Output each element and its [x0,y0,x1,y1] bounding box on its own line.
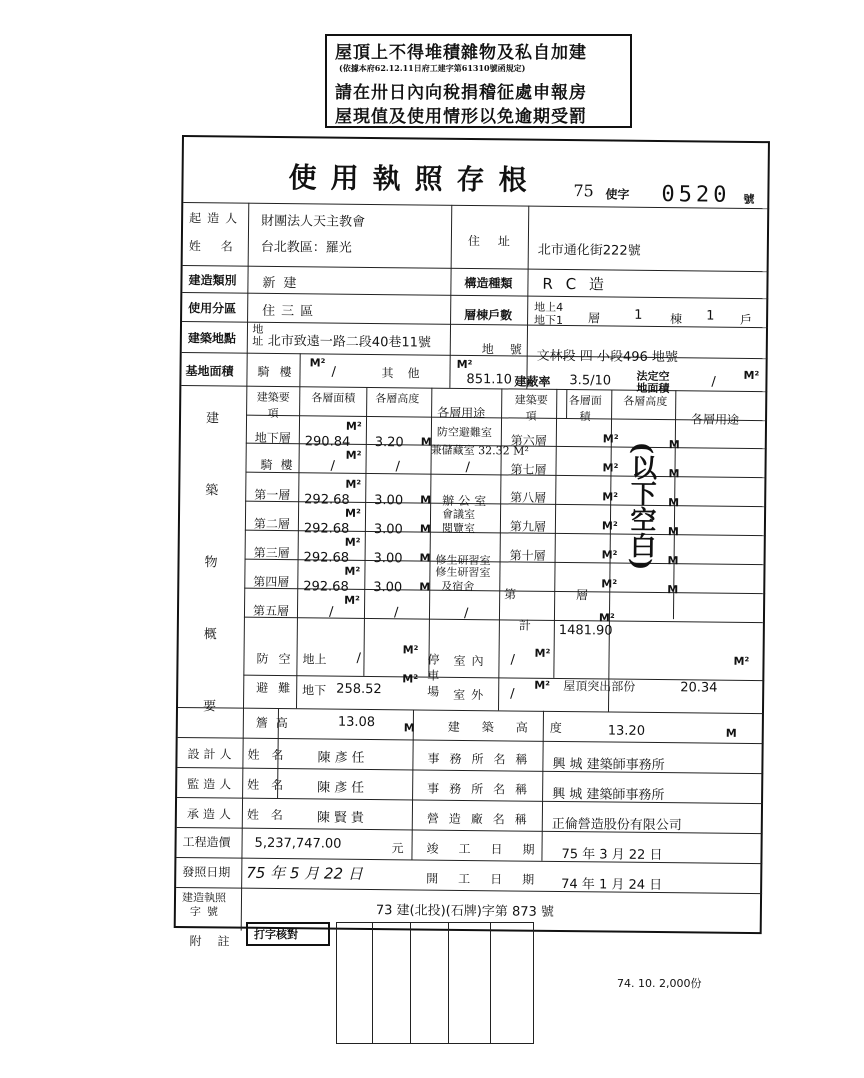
summary-side-char-1: 建 [205,411,220,427]
permit-ref-label-2: 字號 [189,905,224,919]
roof-unit: M² [733,654,750,668]
signature-column-1 [372,922,373,1044]
basement-height-unit: M [420,435,432,449]
arcade-label: 騎樓 [257,364,302,380]
form-title: 使用執照存根 [288,161,541,197]
floor-5-height: / [393,605,399,621]
open-space-label-1: 法定空 [636,369,670,384]
floor-9: 第九層 [509,519,547,534]
floor-3-use: 修生研習室 [435,553,491,568]
designer-label: 設計人 [187,747,236,762]
floor2-height-unit: M [419,522,431,536]
total-area-unit: M² [598,611,615,625]
shelter-below-value: 258.52 [336,681,382,698]
eave-unit: M [403,721,415,735]
building-word: 棟 [670,312,683,327]
floor-4-use-1: 修生研習室 [435,565,491,580]
regulation-stamp [325,34,632,128]
summary-side-char-5: 要 [202,699,217,715]
designer-name-label: 姓名 [247,747,296,763]
floor-2-area: 292.68 [303,521,350,537]
base-area-label: 基地面積 [185,364,234,379]
floor-3-area: 292.68 [303,550,350,566]
floor3-height-unit: M [419,551,431,565]
shelter-above-unit: M² [402,643,419,657]
stamp-line-3: 請在卅日內向稅捐稽征處申報房 [335,83,587,103]
header-height: 各層高度 [375,392,420,406]
stamp-line-2: (依據本府62.12.11日府工建字第61310號函規定) [339,63,526,73]
owner-name-2: 台北教區：羅光 [260,239,352,256]
roof-value: 20.34 [680,680,718,696]
floor-blank: 第 層 [504,587,617,603]
floor8-area-unit: M² [602,490,619,504]
parking-out-unit: M² [534,678,551,692]
address-label: 住址 [467,234,528,249]
building-height-label: 建築高度 [447,719,584,736]
floor-arcade: 騎樓 [260,457,301,473]
building-type: 新建 [262,275,305,292]
floor-basement-area: 290.84 [304,434,351,450]
eave-label: 簷高 [255,715,296,731]
supervisor-office: 興 城 建築師事務所 [552,786,665,804]
signature-column-2 [410,922,411,1044]
floor-5-area: / [328,604,334,620]
contractor-name: 陳賢貴 [316,810,368,826]
floor-2-use-2: 閱覽室 [441,521,475,536]
permit-ref-label-1: 建造執照 [181,891,227,905]
building-height-unit: M [725,726,737,740]
floor6-area-unit: M² [602,432,619,446]
shelter-label-2: 避難 [256,680,301,696]
permit-number: 0520 [661,182,731,208]
floor-basement-height: 3.20 [374,435,404,451]
supervisor-name: 陳彥任 [317,780,369,796]
floor4-height-unit: M [419,580,431,594]
designer-office: 興 城 建築師事務所 [552,756,665,774]
floor-7: 第七層 [510,462,547,477]
floor-2-use-1: 會議室 [441,507,476,522]
floor10-area-unit: M² [601,548,618,562]
structure-type: R C 造 [542,274,608,294]
floor-basement-use-2: 兼儲藏室 32.32 M² [430,443,529,458]
header-height-right: 各層高度 [623,394,668,409]
parking-in-value: / [510,652,515,668]
floor3-area-unit: M² [344,535,361,549]
building-count: 1 [634,307,643,323]
floor6-height-unit: M [668,438,680,452]
contractor-firm: 正倫營造股份有限公司 [551,816,682,834]
designer-office-label: 事務所名稱 [427,751,538,767]
shelter-below-unit: M² [402,672,419,686]
owner-label: 起造人 [189,211,244,226]
unit-count: 1 [706,308,715,324]
floor-6: 第六層 [510,433,547,448]
designer-name: 陳彥任 [317,750,369,766]
typing-check-label: 打字核對 [254,928,298,941]
issue-date-label: 發照日期 [182,865,231,880]
open-space-value: / [711,374,716,390]
start-date-label: 開工日期 [426,871,555,887]
open-space-label-2: 地面積 [636,381,670,396]
other-value: 851.10 [466,371,513,388]
floor1-height-unit: M [420,493,432,507]
use-zone: 住三區 [262,303,320,320]
header-use: 各層用途 [437,405,486,421]
permit-year: 75 [573,181,594,201]
floor-basement: 地下層 [254,430,291,446]
floor-10: 第十層 [509,548,546,563]
summary-side-char-4: 概 [203,627,217,643]
parking-in-label: 室內 [453,653,490,669]
building-height-value: 13.20 [607,723,646,739]
total-area: 1481.90 [558,622,613,639]
owner-name-1: 財團法人天主教會 [261,213,366,230]
cost-unit: 元 [391,841,404,856]
floor7-height-unit: M [668,467,680,481]
floor2-area-unit: M² [344,506,361,520]
contractor-label: 承造人 [186,807,235,822]
eave-value: 13.08 [337,714,376,731]
print-note: 74. 10. 2,000份 [617,977,702,990]
shelter-label-1: 防空 [256,651,301,667]
blank-note-handwritten: (以下空白) [625,441,657,571]
floor-blank-area-unit: M² [601,577,618,591]
floor-arcade-height: / [395,459,401,475]
shelter-above-label: 地上 [302,652,327,667]
floor-4: 第四層 [253,574,290,590]
signature-column-4 [490,922,491,1044]
contractor-firm-label: 營造廠名稱 [426,811,537,827]
stamp-line-1: 屋頂上不得堆積雜物及私自加建 [335,43,587,63]
floor-arcade-area: / [330,458,336,474]
floor9-area-unit: M² [601,519,618,533]
floor-1-height: 3.00 [374,493,404,509]
arcade-area-unit: M² [345,448,362,462]
floor-4-use-2: 及宿舍 [441,579,475,594]
cost-label: 工程造價 [182,835,231,850]
open-space-unit: M² [743,368,760,383]
floor-blank-height-unit: M [667,583,679,597]
floor-3-height: 3.00 [373,551,403,567]
arcade-value: / [331,364,336,380]
summary-side-char-3: 物 [204,555,218,571]
lot-label: 地號 [481,342,538,357]
roof-label: 屋頂突出部份 [563,679,636,694]
floor-1: 第一層 [254,487,291,503]
floor7-area-unit: M² [602,461,619,475]
floor-5-use: / [463,605,469,622]
shelter-above-value: / [356,650,361,666]
cost-value: 5,237,747.00 [254,835,342,852]
floor-1-use: 辦公室 [442,493,491,509]
supervisor-office-label: 事務所名稱 [427,781,538,797]
floor-arcade-use: / [465,459,471,476]
use-zone-label: 使用分區 [188,301,237,316]
parking-out-value: / [510,686,515,702]
floor-2: 第二層 [253,516,291,532]
floor1-area-unit: M² [345,477,362,491]
start-date: 74 年 1 月 24 日 [561,877,663,894]
floor-4-area: 292.68 [303,579,349,595]
complete-date: 75 年 3 月 22 日 [561,847,663,864]
floor4-area-unit: M² [344,564,361,578]
summary-side-char-2: 築 [205,483,219,499]
floor5-area-unit: M² [344,593,360,607]
total-label: 計 [518,618,531,633]
supervisor-name-label: 姓名 [247,777,296,793]
other-unit: M² [456,357,473,372]
header-area: 各層面積 [311,391,356,405]
lot-number: 文林段 四 小段496 地號 [536,348,678,366]
floor10-height-unit: M [667,554,679,568]
other-label: 其他 [381,366,434,381]
floor-3: 第三層 [253,545,290,561]
stamp-line-4: 屋現值及使用情形以免逾期受罰 [335,107,587,127]
site-address: 北市致遠一路二段40巷11號 [267,333,432,351]
issue-date: 75 年 5 月 22 日 [246,863,363,883]
remark-label: 附註 [189,934,246,949]
floor-basement-use-1: 防空避難室 [436,425,492,440]
shelter-below-label: 地下 [302,683,327,698]
coverage-ratio-label: 建蔽率 [514,374,551,389]
floor-2-height: 3.00 [373,522,403,538]
owner-address: 北市通化街222號 [537,242,641,259]
contractor-name-label: 姓名 [246,807,295,823]
signature-stamps-box [336,922,534,1044]
site-label: 建築地點 [187,331,236,346]
building-type-label: 建造類別 [188,273,237,288]
structure-label: 構造種類 [464,275,513,291]
parking-in-unit: M² [534,646,551,660]
permit-ref: 73 建(北投)(石牌)字第 873 號 [375,903,555,920]
header-floor: 建築要項 [256,390,290,421]
floor8-height-unit: M [668,496,680,510]
arcade-unit: M² [309,356,326,370]
floors-below: 地下1 [534,313,564,328]
floor-8: 第八層 [510,490,547,505]
parking-label: 停車場 [427,652,440,699]
complete-label: 竣工日期 [426,841,555,857]
floor-word: 層 [588,311,601,326]
parking-out-label: 室外 [453,687,490,703]
supervisor-label: 監造人 [187,777,236,792]
floors-above: 地上4 [534,300,564,315]
floor-5: 第五層 [252,603,290,619]
site-sub-label: 地址 [252,322,264,348]
floor-1-area: 292.68 [304,492,350,508]
unit-word: 戶 [740,312,753,327]
header-area-right: 各層面積 [568,394,602,424]
header-floor-right: 建築要項 [514,393,548,423]
coverage-ratio: 3.5/10 [569,373,612,389]
floor-4-height: 3.00 [373,580,403,596]
permit-suffix: 號 [743,192,755,206]
floor9-height-unit: M [667,525,679,539]
floors-label: 層棟戶數 [464,307,513,323]
permit-type: 使字 [605,187,630,202]
signature-column-3 [448,922,449,1044]
owner-name-label: 姓名 [188,239,253,254]
header-use-right: 各層用途 [690,412,740,427]
basement-area-unit: M² [345,419,362,433]
